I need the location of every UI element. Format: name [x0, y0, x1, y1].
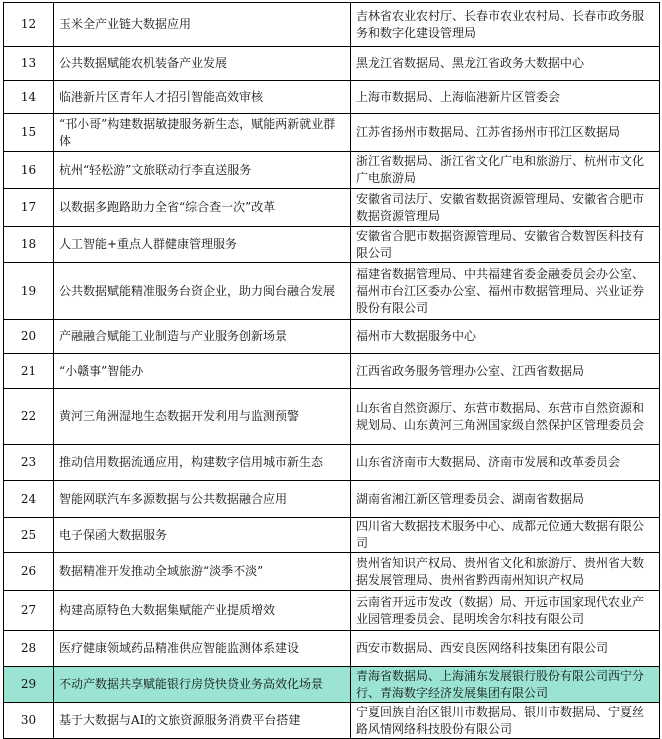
table-row: [4, 518, 660, 553]
table-row: [4, 354, 660, 389]
project-organization: 江苏省扬州市数据局、江苏省扬州市邗江区数据局: [351, 114, 660, 152]
row-number: 23: [4, 445, 54, 481]
project-name: 电子保函大数据服务: [54, 518, 351, 553]
project-organization: 黑龙江省数据局、黑龙江省政务大数据中心: [351, 47, 660, 81]
project-name: 公共数据赋能农机装备产业发展: [54, 47, 351, 81]
table-row: [4, 263, 660, 320]
row-number: 26: [4, 553, 54, 591]
project-name: 玉米全产业链大数据应用: [54, 3, 351, 47]
project-name: 黄河三角洲湿地生态数据开发利用与监测预警: [54, 389, 351, 445]
row-number: 19: [4, 263, 54, 320]
project-organization: 安徽省司法厅、安徽省数据资源管理局、安徽省合肥市数据资源管理局: [351, 189, 660, 227]
row-number: 30: [4, 703, 54, 739]
row-number: 24: [4, 481, 54, 518]
project-organization: 云南省开远市发改（数据）局、开远市国家现代农业产业园管理委员会、昆明埃舍尔科技有限公司: [351, 591, 660, 631]
project-organization: 上海市数据局、上海临港新片区管委会: [351, 81, 660, 114]
table-row: [4, 591, 660, 631]
row-number: 14: [4, 81, 54, 114]
project-organization: 贵州省知识产权局、贵州省文化和旅游厅、贵州省大数据发展管理局、贵州省黔西南州知识产权局: [351, 553, 660, 591]
project-name: “邗小哥”构建数据敏捷服务新生态，赋能两新就业群体: [54, 114, 351, 152]
project-name: 以数据多跑路助力全省“综合查一次”改革: [54, 189, 351, 227]
row-number: 28: [4, 631, 54, 667]
project-organization: 宁夏回族自治区银川市数据局、银川市数据局、宁夏丝路风情网络科技股份有限公司: [351, 703, 660, 739]
table-row: [4, 445, 660, 481]
project-organization: 江西省政务服务管理办公室、江西省数据局: [351, 354, 660, 389]
table-row: [4, 227, 660, 263]
project-name: 构建高原特色大数据集赋能产业提质增效: [54, 591, 351, 631]
project-name: 不动产数据共享赋能银行房贷快贷业务高效化场景: [54, 667, 351, 703]
table-row: [4, 81, 660, 114]
table-row: [4, 631, 660, 667]
row-number: 27: [4, 591, 54, 631]
project-organization: 山东省自然资源厅、东营市数据局、东营市自然资源和规划局、山东黄河三角洲国家级自然保护区管理委员会: [351, 389, 660, 445]
table-row: [4, 189, 660, 227]
row-number: 16: [4, 152, 54, 189]
table-row: [4, 3, 660, 47]
project-organization: 青海省数据局、上海浦东发展银行股份有限公司西宁分行、青海数字经济发展集团有限公司: [351, 667, 660, 703]
project-name: 杭州“轻松游”文旅联动行李直送服务: [54, 152, 351, 189]
project-organization: 湖南省湘江新区管理委员会、湖南省数据局: [351, 481, 660, 518]
row-number: 25: [4, 518, 54, 553]
table-row: [4, 553, 660, 591]
project-name: “小赣事”智能办: [54, 354, 351, 389]
project-name: 医疗健康领域药品精准供应智能监测体系建设: [54, 631, 351, 667]
row-number: 20: [4, 320, 54, 354]
project-name: 基于大数据与AI的文旅资源服务消费平台搭建: [54, 703, 351, 739]
project-list-table: [3, 2, 660, 739]
project-organization: 四川省大数据技术服务中心、成都元位通大数据有限公司: [351, 518, 660, 553]
project-name: 智能网联汽车多源数据与公共数据融合应用: [54, 481, 351, 518]
project-name: 人工智能+重点人群健康管理服务: [54, 227, 351, 263]
table-row: [4, 47, 660, 81]
row-number: 13: [4, 47, 54, 81]
project-name: 公共数据赋能精准服务台资企业，助力闽台融合发展: [54, 263, 351, 320]
table-row: [4, 152, 660, 189]
row-number: 15: [4, 114, 54, 152]
project-name: 临港新片区青年人才招引智能高效审核: [54, 81, 351, 114]
table-row: [4, 481, 660, 518]
project-name: 产融融合赋能工业制造与产业服务创新场景: [54, 320, 351, 354]
project-name: 推动信用数据流通应用，构建数字信用城市新生态: [54, 445, 351, 481]
project-organization: 福建省数据管理局、中共福建省委金融委员会办公室、福州市台江区委办公室、福州市数据管理局、兴业证券股份有限公司: [351, 263, 660, 320]
row-number: 29: [4, 667, 54, 703]
project-organization: 西安市数据局、西安良医网络科技集团有限公司: [351, 631, 660, 667]
row-number: 18: [4, 227, 54, 263]
row-number: 12: [4, 3, 54, 47]
project-organization: 吉林省农业农村厅、长春市农业农村局、长春市政务服务和数字化建设管理局: [351, 3, 660, 47]
table-row: [4, 703, 660, 739]
project-organization: 福州市大数据服务中心: [351, 320, 660, 354]
table-row: [4, 114, 660, 152]
project-organization: 浙江省数据局、浙江省文化广电和旅游厅、杭州市文化广电旅游局: [351, 152, 660, 189]
row-number: 21: [4, 354, 54, 389]
row-number: 22: [4, 389, 54, 445]
row-number: 17: [4, 189, 54, 227]
table-row: [4, 389, 660, 445]
project-name: 数据精准开发推动全域旅游“淡季不淡”: [54, 553, 351, 591]
project-organization: 山东省济南市大数据局、济南市发展和改革委员会: [351, 445, 660, 481]
table-row: [4, 320, 660, 354]
project-organization: 安徽省合肥市数据资源管理局、安徽省合数智医科技有限公司: [351, 227, 660, 263]
table-row-highlighted: [4, 667, 660, 703]
